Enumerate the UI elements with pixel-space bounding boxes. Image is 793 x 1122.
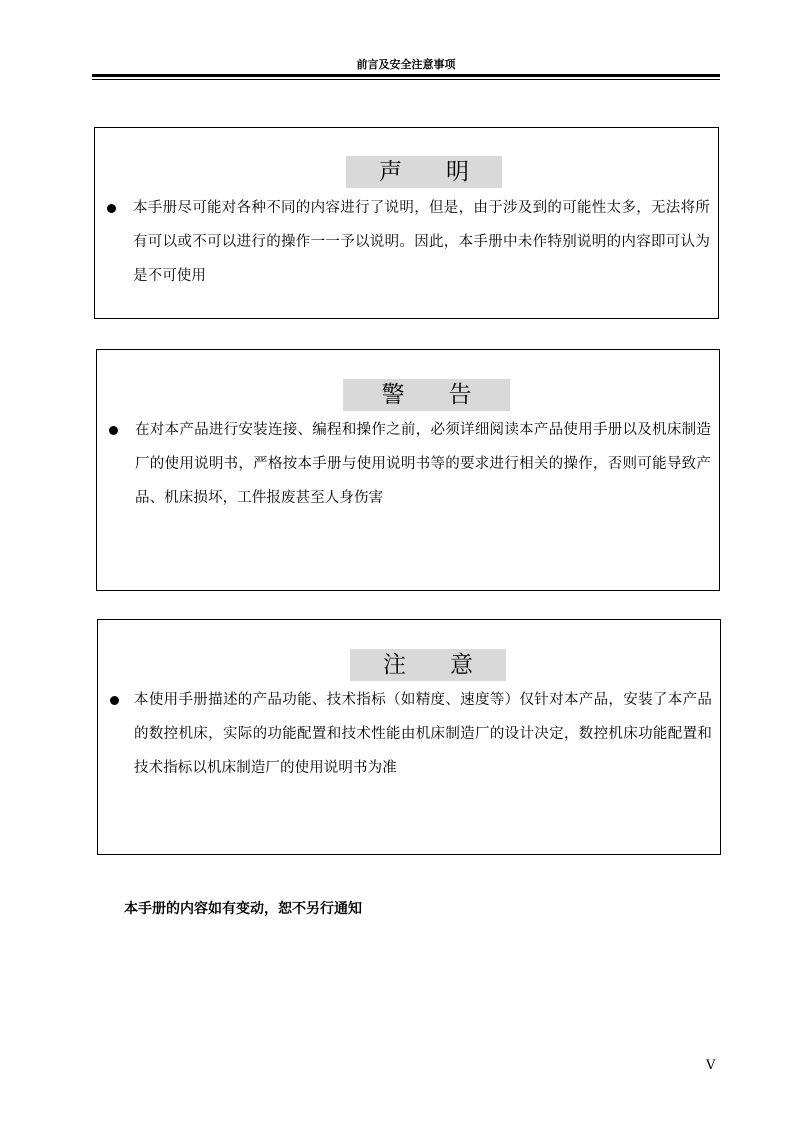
caution-text: 本使用手册描述的产品功能、技术指标（如精度、速度等）仅针对本产品，安装了本产品的数控机床，实际的功能配置和技术性能由机床制造厂的设计决定，数控机床功能配置和技术指标以机床制造厂的使用说明书为准 bbox=[134, 692, 712, 776]
bullet-icon bbox=[109, 426, 118, 435]
warning-title-char-2: 告 bbox=[448, 382, 472, 408]
warning-box bbox=[96, 349, 720, 591]
change-notice: 本手册的内容如有变动，恕不另行通知 bbox=[124, 901, 362, 917]
warning-text: 在对本产品进行安装连接、编程和操作之前，必须详细阅读本产品使用手册以及机床制造厂的使用说明书，严格按本手册与使用说明书等的要求进行相关的操作，否则可能导致产品、机床损坏，工件报废甚至人身伤害 bbox=[135, 422, 711, 506]
warning-title-char-1: 警 bbox=[381, 382, 405, 408]
running-header: 前言及安全注意事项 bbox=[356, 58, 456, 71]
caution-title-char-1: 注 bbox=[383, 652, 406, 678]
caution-title bbox=[350, 649, 506, 681]
bullet-icon bbox=[110, 696, 119, 705]
caution-title-char-2: 意 bbox=[450, 652, 473, 678]
page-number: V bbox=[706, 1058, 716, 1073]
header-rule-thin bbox=[92, 79, 720, 80]
caution-box bbox=[97, 619, 721, 855]
disclaimer-title bbox=[346, 156, 502, 188]
disclaimer-title-char-1: 声 bbox=[379, 159, 402, 185]
bullet-icon bbox=[107, 204, 116, 213]
disclaimer-text: 本手册尽可能对各种不同的内容进行了说明，但是，由于涉及到的可能性太多，无法将所有可以或不可以进行的操作一一予以说明。因此，本手册中未作特别说明的内容即可认为是不可使用 bbox=[133, 200, 710, 284]
header-rule-thick bbox=[92, 74, 720, 77]
warning-title bbox=[343, 379, 510, 411]
disclaimer-title-char-2: 明 bbox=[446, 159, 469, 185]
disclaimer-box bbox=[94, 127, 719, 319]
